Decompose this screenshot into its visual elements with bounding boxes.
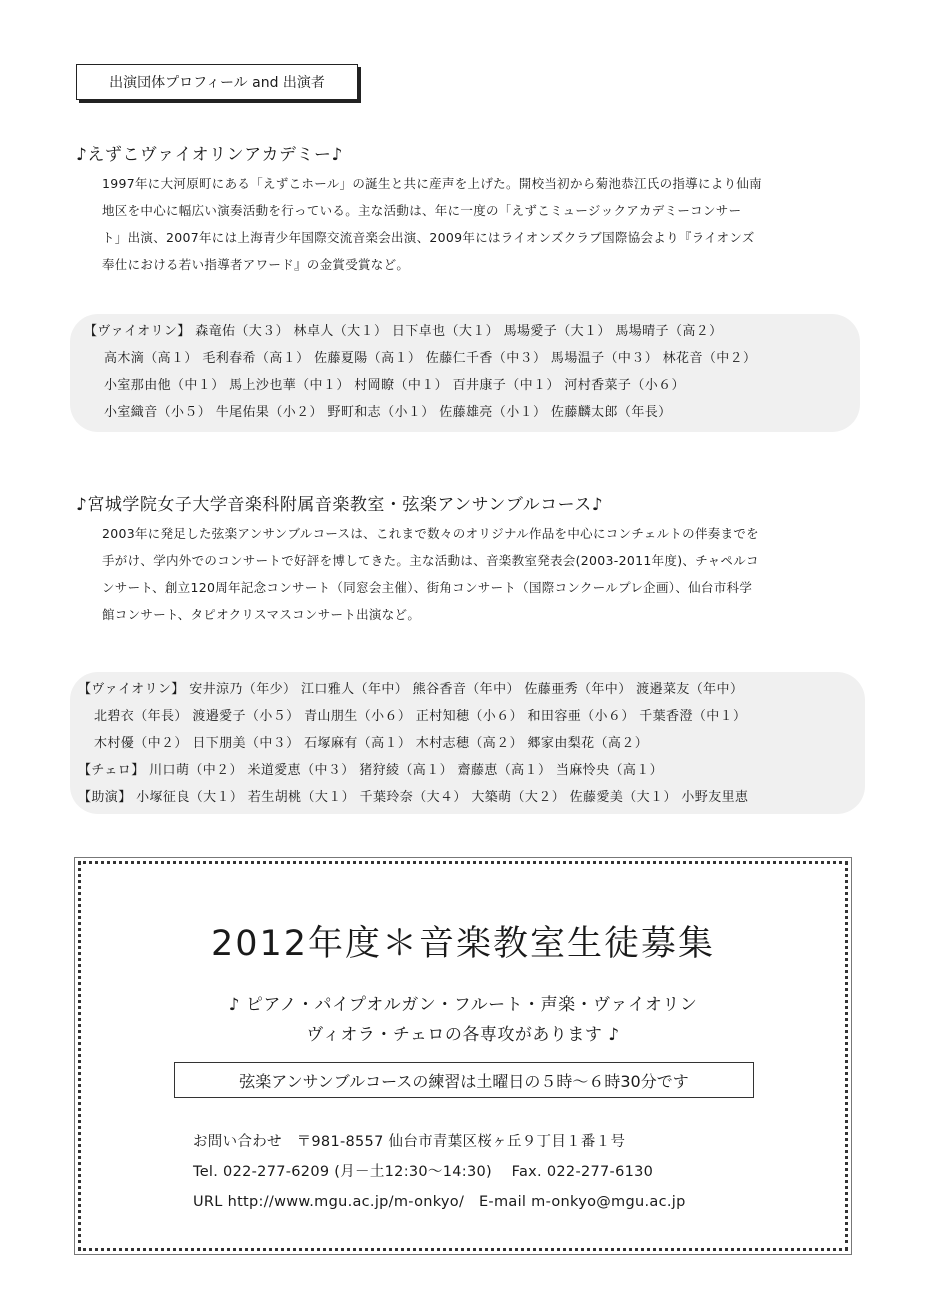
contact-url-email: URL http://www.mgu.ac.jp/m-onkyo/ E-mail m-onkyo@mgu.ac.jp: [193, 1194, 686, 1210]
profile-header-label: 出演団体プロフィール and 出演者: [109, 75, 325, 91]
practice-schedule-box: [174, 1062, 754, 1098]
roster-line: 北碧衣（年長） 渡邉愛子（小５） 青山朋生（小６） 正村知穂（小６） 和田容亜（小６） 千葉香澄（中１）: [94, 709, 747, 724]
section2-roster: [70, 672, 865, 814]
section2-paragraph: [102, 520, 862, 628]
section2-paragraph-line: 手がけ、学内外でのコンサートで好評を博してきた。主な活動は、音楽教室発表会(2003-2011年度)、チャペルコ: [102, 553, 759, 568]
profile-header-box: [76, 64, 358, 100]
roster-line: 【ヴァイオリン】 安井涼乃（年少） 江口雅人（年中） 熊谷香音（年中） 佐藤亜秀（年中） 渡邉菜友（年中）: [78, 682, 744, 697]
contact-phone-fax: Tel. 022-277-6209 (月－土12:30〜14:30) Fax. 022-277-6130: [193, 1164, 654, 1180]
section1-paragraph-line: 1997年に大河原町にある「えずこホール」の誕生と共に産声を上げた。開校当初から菊池恭江氏の指導により仙南: [102, 176, 762, 191]
section1-paragraph-line: ト」出演、2007年には上海青少年国際交流音楽会出演、2009年にはライオンズクラブ国際協会より『ライオンズ: [102, 230, 755, 245]
section1-paragraph-line: 奉仕における若い指導者アワード』の金賞受賞など。: [102, 257, 410, 272]
section1-title: ♪えずこヴァイオリンアカデミー♪: [76, 145, 343, 165]
roster-line: 木村優（中２） 日下朋美（中３） 石塚麻有（高１） 木村志穂（高２） 郷家由梨花（高２）: [94, 736, 649, 751]
recruitment-box: [78, 861, 848, 1251]
section2-paragraph-line: 館コンサート、タピオクリスマスコンサート出演など。: [102, 607, 421, 622]
roster-line: 小室那由他（中１） 馬上沙也華（中１） 村岡瞭（中１） 百井康子（中１） 河村香菜子（小６）: [104, 378, 685, 393]
recruitment-courses-line2: ヴィオラ・チェロの各専攻があります ♪: [306, 1025, 620, 1045]
roster-line: 高木滴（高１） 毛利春希（高１） 佐藤夏陽（高１） 佐藤仁千香（中３） 馬場温子（中３） 林花音（中２）: [104, 351, 757, 366]
roster-line: 【助演】 小塚征良（大１） 若生胡桃（大１） 千葉玲奈（大４） 大築萌（大２） 佐藤愛美（大１） 小野友里恵: [78, 790, 749, 805]
roster-line: 小室織音（小５） 牛尾佑果（小２） 野町和志（小１） 佐藤雄亮（小１） 佐藤麟太郎（年長）: [104, 405, 672, 420]
contact-address: お問い合わせ 〒981-8557 仙台市青葉区桜ヶ丘９丁目１番１号: [193, 1134, 626, 1150]
section2-paragraph-line: 2003年に発足した弦楽アンサンブルコースは、これまで数々のオリジナル作品を中心にコンチェルトの伴奏までを: [102, 526, 759, 541]
section1-roster: [70, 314, 860, 432]
section2-paragraph-line: ンサート、創立120周年記念コンサート（同窓会主催）、街角コンサート（国際コンクールプレ企画）、仙台市科学: [102, 580, 753, 595]
roster-line: 【ヴァイオリン】 森竜佑（大３） 林卓人（大１） 日下卓也（大１） 馬場愛子（大１） 馬場晴子（高２）: [84, 324, 723, 339]
roster-line: 【チェロ】 川口萌（中２） 米道愛恵（中３） 猪狩綾（高１） 齋藤恵（高１） 当麻怜央（高１）: [78, 763, 664, 778]
recruitment-title: 2012年度＊音楽教室生徒募集: [210, 924, 716, 964]
practice-schedule-text: 弦楽アンサンブルコースの練習は土曜日の５時〜６時30分です: [239, 1071, 689, 1091]
section2-title: ♪宮城学院女子大学音楽科附属音楽教室・弦楽アンサンブルコース♪: [76, 495, 604, 515]
section1-paragraph: [102, 170, 862, 278]
recruitment-courses-line1: ♪ ピアノ・パイプオルガン・フルート・声楽・ヴァイオリン: [228, 995, 698, 1015]
section1-paragraph-line: 地区を中心に幅広い演奏活動を行っている。主な活動は、年に一度の「えずこミュージックアカデミーコンサー: [102, 203, 742, 218]
